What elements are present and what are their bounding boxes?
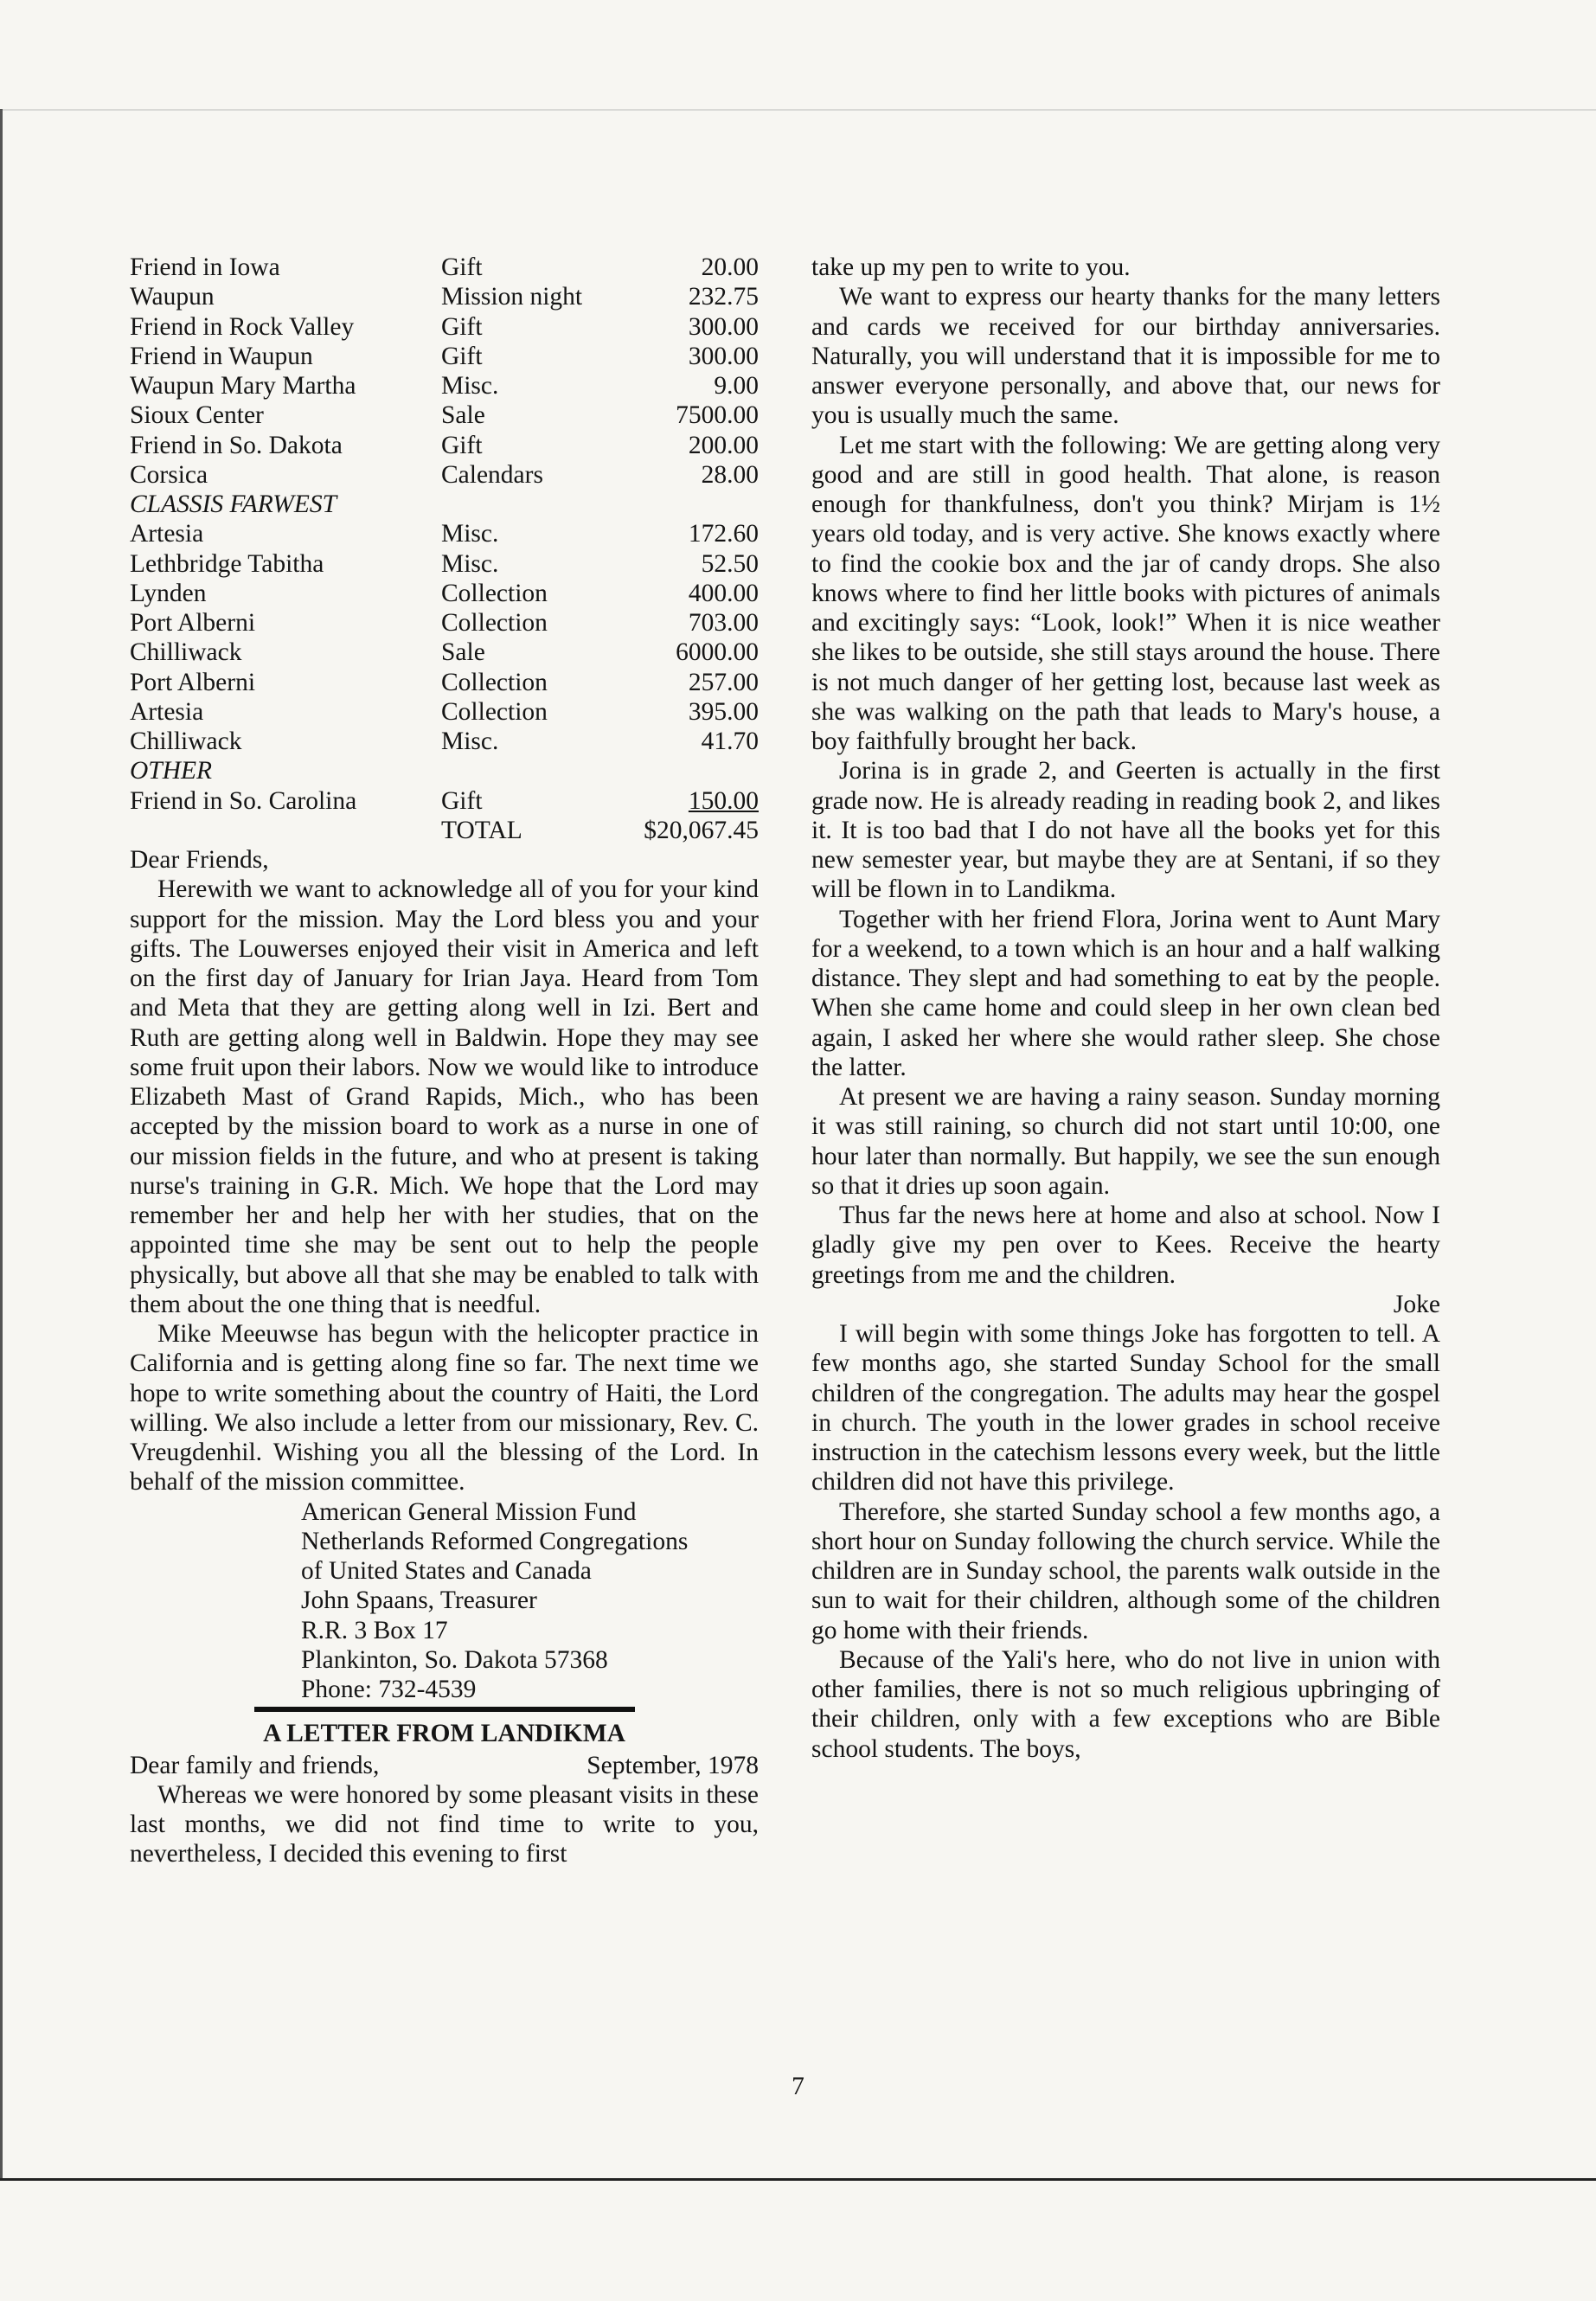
total-amount: $20,067.45 <box>644 816 759 844</box>
page-top-edge <box>0 109 1596 111</box>
ledger-section-heading: OTHER <box>130 757 213 785</box>
ledger-row <box>130 312 759 342</box>
page-number: 7 <box>792 2073 804 2100</box>
ledger-section-heading: CLASSIS FARWEST <box>130 490 337 518</box>
ledger-row <box>130 786 759 816</box>
landikma-intro: Whereas we were honored by some pleasant visits in these last months, we did not find time to write to you, nevertheless, I decided this evening to first <box>130 1780 759 1868</box>
donor-name: Waupun <box>130 283 215 311</box>
donor-name: Artesia <box>130 520 204 548</box>
donor-name: Chilliwack <box>130 638 242 667</box>
gift-amount: 703.00 <box>688 609 759 637</box>
gift-amount: 400.00 <box>688 579 759 607</box>
gift-amount: 41.70 <box>701 727 759 755</box>
gift-amount: 6000.00 <box>676 638 759 667</box>
donation-ledger <box>130 253 759 845</box>
gift-amount: 7500.00 <box>676 401 759 430</box>
ledger-row <box>130 608 759 638</box>
gift-type: Gift <box>441 786 483 815</box>
donor-name: Friend in Iowa <box>130 253 280 281</box>
right-column <box>811 253 1440 1764</box>
ledger-total-row <box>130 816 759 845</box>
gift-amount: 232.75 <box>688 283 759 311</box>
gift-type: Collection <box>441 668 548 696</box>
address-line: R.R. 3 Box 17 <box>301 1616 448 1644</box>
gift-type: Misc. <box>441 372 499 400</box>
donor-name: Corsica <box>130 460 208 489</box>
letter-paragraph: Together with her friend Flora, Jorina went to Aunt Mary for a weekend, to a town which is an hour and a half walking distance. They slept and had something to eat by the people. When she came home and could sleep in her own clean bed again, I asked her where she would rather sleep. She chose the latter. <box>811 905 1440 1081</box>
gift-amount: 300.00 <box>688 342 759 370</box>
gift-type: Gift <box>441 431 483 459</box>
letter-paragraph: At present we are having a rainy season. Sunday morning it was still raining, so church did not start until 10:00, one hour later than normally. But happily, we see the sun enough so that it dries up soon again. <box>811 1083 1440 1200</box>
ledger-row <box>130 668 759 697</box>
letter-paragraph-2: Mike Meeuwse has begun with the helicopter practice in California and is getting along fine so far. The next time we hope to write something about the country of Haiti, the Lord willing. We also include a letter from our missionary, Rev. C. Vreugdenhil. Wishing you all the blessing of the Lord. In behalf of the mission committee. <box>130 1320 759 1497</box>
address-line: American General Mission Fund <box>301 1497 637 1526</box>
gift-amount: 150.00 <box>688 786 759 815</box>
donor-name: Sioux Center <box>130 401 264 430</box>
address-line: of United States and Canada <box>301 1557 592 1585</box>
ledger-row <box>130 697 759 727</box>
gift-type: Misc. <box>441 549 499 578</box>
letter-paragraph: Thus far the news here at home and also at school. Now I gladly give my pen over to Kees. Receive the hearty greetings from me and the children. <box>811 1202 1440 1289</box>
donor-name: Lynden <box>130 579 207 607</box>
gift-amount: 172.60 <box>688 520 759 548</box>
ledger-row <box>130 342 759 371</box>
address-line: John Spaans, Treasurer <box>301 1586 537 1615</box>
gift-amount: 200.00 <box>688 431 759 459</box>
gift-type: Calendars <box>441 460 543 489</box>
address-line: Phone: 732-4539 <box>301 1676 477 1703</box>
letter-paragraph: Jorina is in grade 2, and Geerten is actually in the first grade now. He is already reading in reading book 2, and likes it. It is too bad that I do not have all the books yet for this new semester year, but maybe they are at Sentani, if so they will be flown in to Landikma. <box>811 757 1440 904</box>
treasurer-address <box>301 1497 759 1705</box>
donor-name: Artesia <box>130 697 204 726</box>
ledger-row <box>130 401 759 430</box>
ledger-row <box>130 549 759 579</box>
gift-type: Misc. <box>441 520 499 548</box>
ledger-spacer <box>130 816 441 845</box>
letter-paragraph: I will begin with some things Joke has forgotten to tell. A few months ago, she started Sunday School for the small children of the congregation. The adults may hear the gospel in church. The youth in the lower grades in school receive instruction in the catechism lessons every week, but the little children did not have this privilege. <box>811 1320 1440 1497</box>
address-line: Netherlands Reformed Congregations <box>301 1527 689 1555</box>
article-heading: A LETTER FROM LANDIKMA <box>263 1720 625 1748</box>
donor-name: Friend in Rock Valley <box>130 312 355 341</box>
page-bottom-edge <box>0 2178 1596 2181</box>
ledger-row <box>130 371 759 401</box>
letter-paragraph: Therefore, she started Sunday school a few months ago, a short hour on Sunday following the church service. While the children are in Sunday school, the parents walk outside in the sun to wait for their children, although some of the children go home with their friends. <box>811 1497 1440 1644</box>
section-divider <box>254 1707 635 1712</box>
gift-type: Gift <box>441 312 483 341</box>
donor-name: Waupun Mary Martha <box>130 372 356 400</box>
donor-name: Port Alberni <box>130 668 256 696</box>
gift-amount: 300.00 <box>688 312 759 341</box>
gift-type: Sale <box>441 638 485 667</box>
letter-paragraph-1: Herewith we want to acknowledge all of you for your kind support for the mission. May the Lord bless you and your gifts. The Louwerses enjoyed their visit in America and left on the first day of January for Irian Jaya. Heard from Tom and Meta that they are getting along well in Izi. Bert and Ruth are getting along well in Baldwin. Hope they may see some fruit upon their labors. Now we would like to introduce Elizabeth Mast of Grand Rapids, Mich., who has been accepted by the mission board to work as a nurse in one of our mission fields in the future, and who at present is taking nurse's training in G.R. Mich. We hope that the Lord may remember her and help her with her studies, that on the appointed time she may be sent out to help the people physically, but above all that she may be enabled to talk with them about the one thing that is needful. <box>130 875 759 1318</box>
gift-type: Collection <box>441 579 548 607</box>
gift-type: Gift <box>441 253 483 281</box>
salutation: Dear family and friends, <box>130 1751 380 1779</box>
donor-name: Friend in So. Carolina <box>130 786 357 815</box>
gift-type: Collection <box>441 609 548 637</box>
signature: Joke <box>1393 1290 1440 1318</box>
gift-type: Mission night <box>441 283 583 311</box>
page-left-edge <box>0 109 3 2178</box>
gift-amount: 20.00 <box>701 253 759 281</box>
donor-name: Port Alberni <box>130 609 256 637</box>
letter-date: September, 1978 <box>586 1751 759 1779</box>
gift-amount: 257.00 <box>688 668 759 696</box>
donor-name: Friend in Waupun <box>130 342 313 370</box>
gift-type: Misc. <box>441 727 499 755</box>
gift-amount: 28.00 <box>701 460 759 489</box>
ledger-row <box>130 431 759 460</box>
left-column <box>130 253 759 1869</box>
gift-type: Sale <box>441 401 485 430</box>
donor-name: Friend in So. Dakota <box>130 431 343 459</box>
letter-paragraph: Let me start with the following: We are getting along very good and are still in good health. That alone, is reason enough for thankfulness, don't you think? Mirjam is 1½ years old today, and is very active. She knows exactly where to find the cookie box and the jar of candy drops. She also knows where to find her little books with pictures of animals and excitingly says: “Look, look!” When it is nice weather she likes to be outside, she still stays around the house. There is not much danger of her getting lost, because last week as she was walking on the path that leads to Mary's house, a boy faithfully brought her back. <box>811 431 1440 755</box>
letter-greeting: Dear Friends, <box>130 846 269 874</box>
ledger-row <box>130 519 759 548</box>
ledger-row <box>130 638 759 667</box>
donor-name: Chilliwack <box>130 727 242 755</box>
ledger-row <box>130 579 759 608</box>
gift-amount: 52.50 <box>701 549 759 578</box>
total-label: TOTAL <box>441 816 522 844</box>
ledger-row <box>130 282 759 311</box>
ledger-row <box>130 253 759 282</box>
letter-paragraph: Because of the Yali's here, who do not live in union with other families, there is not so much religious upbringing of their children, only with a few exceptions who are Bible school students. The boys, <box>811 1645 1440 1763</box>
gift-type: Collection <box>441 697 548 726</box>
ledger-row <box>130 727 759 756</box>
gift-amount: 9.00 <box>714 372 759 400</box>
ledger-row <box>130 460 759 490</box>
landikma-intro-continued: take up my pen to write to you. <box>811 253 1131 281</box>
letter-paragraph: We want to express our hearty thanks for the many letters and cards we received for our birthday anniversaries. Naturally, you will understand that it is impossible for me to answer everyone personally, and above that, our news for you is usually much the same. <box>811 283 1440 430</box>
address-line: Plankinton, So. Dakota 57368 <box>301 1645 608 1674</box>
donor-name: Lethbridge Tabitha <box>130 549 324 578</box>
ledger-section-row <box>130 756 759 785</box>
salutation-dateline <box>130 1751 759 1780</box>
gift-type: Gift <box>441 342 483 370</box>
ledger-section-row <box>130 490 759 519</box>
gift-amount: 395.00 <box>688 697 759 726</box>
